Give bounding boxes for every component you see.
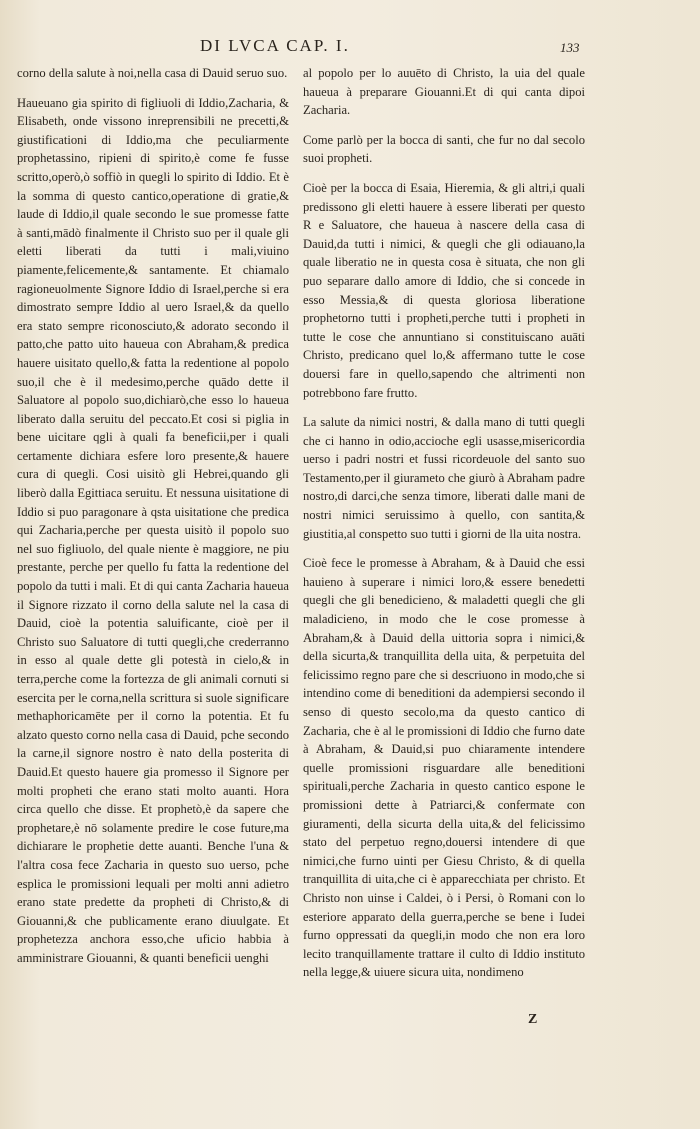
right-paragraph-2: Come parlò per la bocca di santi, che fur no dal secolo suoi propheti. — [303, 132, 585, 166]
right-column — [303, 64, 585, 982]
right-paragraph-3: Cioè per la bocca di Esaia, Hieremia, & gli altri,i quali predissono gli eletti hauere à essere liberati per questo R e Saluatore, che haueua à nascere della casa di Dauid,da tutti i nimici, & quegli che gli odiauano,la quale liberatio ne in questa cosa è situata, che non gli puo separare dallo amore di Iddio, che si concede in esso Messia,& di questa gloriosa liberatione prophetorno tutti i propheti,perche tutti i propheti in tutte le cose che annuntiano si constituiscano auāti Christo, predicano quel lo,& affermano tutte le cose douersi fare in quello,sapendo che altrimenti non potrebbono fare frutto. — [303, 180, 585, 400]
folio-number: 133 — [560, 40, 580, 55]
page-header — [0, 36, 700, 60]
right-paragraph-5: Cioè fece le promesse à Abraham, & à Dauid che essi hauieno à superare i nimici loro,& essere benedetti quegli che gli benedicieno, & maladetti quegli che gli maladicieno, in modo che le cose promesse à Abraham,& à Dauid della uittoria sopra i nimici,& della sicurta,& tranquillita della uita, & perpetuita del felicissimo regno pare che si descriuono in modo,che si intendino come di beneditioni da adempiersi secondo il senso di questo secolo,ma da questo cantico di Zacharia, che è al le promissioni di Iddio che furno date à Abraham, & Dauid,si puo chiaramente intendere quelle promissioni risguardare alle beneditioni spirituali,perche Zacharia in questo cantico espone le promissioni dette à Patriarci,& confermate con giuramenti, della sicurta della uita,& del felicissimo stato del perpetuo regno,douersi intendere di que nimici,che furno uinti per Giesu Christo, & di quella tranquillita di uita,che ci è apparecchiata per christo. Et Christo non uinse i Caldei, ò i Persi, ò Romani con lo esteriore apparato della guerra,perche se bene i Iudei furno oppressati da quegli,in modo che non era loro lecito tranquillamente trattare il culto di Iddio instituto nella legge,& uiuere sicura uita, nondimeno — [303, 556, 585, 980]
signature-mark: Z — [528, 1012, 538, 1027]
running-title: DI LVCA CAP. I. — [200, 36, 350, 55]
right-paragraph-1: al popolo per lo auuēto di Christo, la uia del quale haueua à preparare Giouanni.Et di qui canta dipoi Zacharia. — [303, 66, 585, 118]
left-column — [17, 64, 289, 968]
left-paragraph-2: Haueuano gia spirito di figliuoli di Iddio,Zacharia, & Elisabeth, onde vissono inreprensibili ne precetti,& giustificationi di Iddio,ma che peculiarmente prophetassino, ripieni di spirito,è come fe fusse scritto,operò,ò soffiò in quegli lo spirito di Iddio. Et è la somma di questo cantico,operatione di gratie,& laude di Iddio,il quale secondo le sue promesse fatte à santi,mādò finalmente il Christo suo per il quale gli eletti liberati da tutti i mali,viuino piamente,felicemente,& santamente. Et chiamalo ragioneuolmente Signore Iddio di Israel,perche si era dimostrato sempre Iddio al uero Israel,& da quello era stato sempre riconosciuto,& adorato secondo il patto,che patto uito haueua con Abraham,& predica hauere uisitato quello,& fatta la redentione al popolo suo,il che è il medesimo,perche quādo dette il Saluatore al popolo suo,dichiarò,che esso lo haueua liberato dalla seruitu del peccato.Et cosi si piglia in bene uicitare qgli à quali fa beneficii,per i quali certamente dichiara esfere loro presente,& hauere cura di quegli. Cosi uisitò gli Hebrei,quando gli liberò dalla Egittiaca seruitu. Et nessuna uisitatione di Iddio si puo paragonare à qsta uisitatione che predica qui Zacharia,perche per questa uisitò il popolo suo nel suo figliuolo, del quale niente è maggiore, ne piu prestante, perche per quello fu fatta la redentione del popolo da tutti i mali. Et di qui canta Zacharia haueua il Signore rizzato il corno della salute nel la casa di Dauid, cioè la potentia saluificante, cioè per il Christo suo Saluatore di tutti quegli,che crederranno in esso al quale dette gli potestà in cielo,& in terra,perche come la fortezza de gli animali cornuti si esercita per le corna,nella scrittura si suole significare methaphoricamēte per il corno la potentia. Et fu alzato questo corno nella casa di Dauid, pche secondo la carne,il signore nostro è nato della posterita di Dauid.Et questo hauere gia promesso il Signore per molti propheti che erano stati molto auanti. Hora circa quello che disse. Et prophetò,è da sapere che prophetare,è nō solamente predire le cose future,ma dichiarare le prophetie dette auanti. Benche l'una & l'altra cosa fece Zacharia in questo suo uerso, pche esplica le promissioni lequali per molti anni adietro erano state predette da propheti di Christo,& di Giouanni,& che publicamente erano diuulgate. Et prophetezza anchora esso,che uficio habbia à amministrare Giouanni, & quanti beneficii uenghi — [17, 95, 289, 965]
right-paragraph-4: La salute da nimici nostri, & dalla mano di tutti quegli che ci hanno in odio,accioche egli usasse,misericordia uerso i padri nostri et fussi ricordeuole del santo suo Testamento,per il giurameto che giurò à Abraham padre nostro,di darci,che senza timore, liberati dalle mani de nostri nimici seruissimo à quello, con santita,& giustitia,al conspetto suo tutti i giorni de lla uita nostra. — [303, 415, 585, 541]
left-paragraph-1: corno della salute à noi,nella casa di Dauid seruo suo. — [17, 66, 288, 80]
